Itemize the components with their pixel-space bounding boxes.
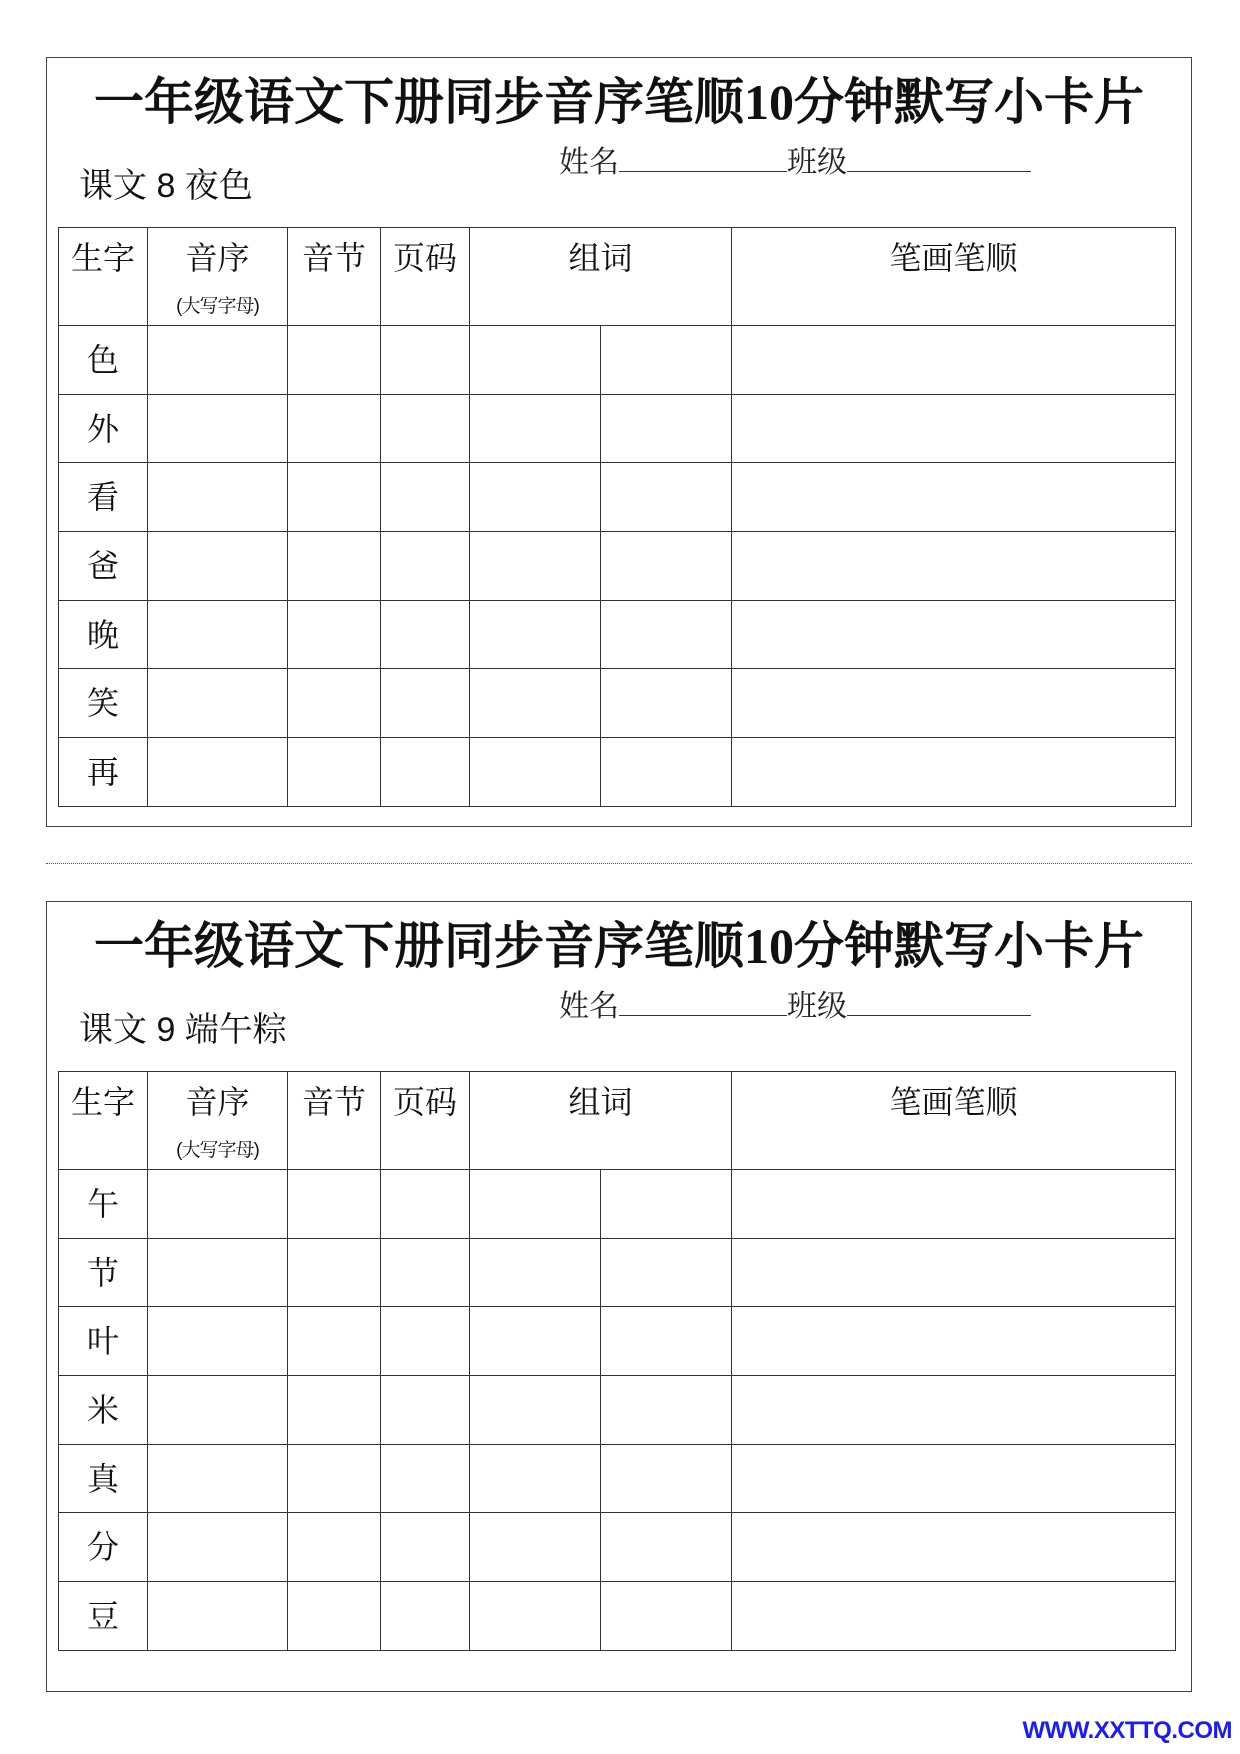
page-number-cell [381,1376,470,1445]
initial-cell [148,326,288,395]
initial-cell [148,600,288,669]
initial-cell [148,1444,288,1513]
word-cell-2 [601,326,732,395]
initial-cell [148,738,288,807]
word-cell-2 [601,394,732,463]
table-row [59,738,1176,807]
page-number-cell [381,1238,470,1307]
word-cell-1 [470,1238,601,1307]
stroke-order-cell [732,600,1176,669]
page-number-cell [381,394,470,463]
header-initial-note: (大写字母) [176,1140,259,1161]
initial-cell [148,1238,288,1307]
name-class-field [559,988,1031,1026]
header-syllable: 音节 [288,228,381,326]
word-cell-1 [470,1513,601,1582]
syllable-cell [288,1376,381,1445]
word-cell-1 [470,326,601,395]
header-initial [148,228,288,326]
character-cell: 叶 [59,1307,148,1376]
name-label: 姓名 [559,990,619,1023]
dictation-table [58,1071,1176,1651]
class-blank [847,145,1031,172]
page-number-cell [381,1582,470,1651]
header-strokes: 笔画笔顺 [732,1072,1176,1170]
stroke-order-cell [732,1582,1176,1651]
word-cell-2 [601,1307,732,1376]
header-initial-label: 音序 [185,1084,250,1120]
syllable-cell [288,600,381,669]
header-initial-label: 音序 [185,240,250,276]
page-number-cell [381,600,470,669]
syllable-cell [288,326,381,395]
word-cell-2 [601,532,732,601]
word-cell-2 [601,1513,732,1582]
initial-cell [148,1170,288,1239]
header-words: 组词 [470,228,732,326]
table-row [59,463,1176,532]
syllable-cell [288,532,381,601]
word-cell-1 [470,1582,601,1651]
character-cell: 看 [59,463,148,532]
stroke-order-cell [732,1307,1176,1376]
character-cell: 晚 [59,600,148,669]
header-page: 页码 [381,1072,470,1170]
word-cell-2 [601,600,732,669]
stroke-order-cell [732,738,1176,807]
table-header-row [59,228,1176,326]
header-initial [148,1072,288,1170]
initial-cell [148,532,288,601]
stroke-order-cell [732,1376,1176,1445]
syllable-cell [288,669,381,738]
character-cell: 爸 [59,532,148,601]
word-cell-1 [470,1307,601,1376]
table-row [59,326,1176,395]
page-number-cell [381,463,470,532]
word-cell-1 [470,738,601,807]
name-blank [619,145,787,172]
card-title: 一年级语文下册同步音序笔顺10分钟默写小卡片 [94,74,1144,130]
syllable-cell [288,463,381,532]
site-watermark: WWW.XXTTQ.COM [1022,1717,1232,1744]
character-cell: 午 [59,1170,148,1239]
page-number-cell [381,738,470,807]
class-blank [847,989,1031,1016]
class-label: 班级 [787,990,847,1023]
word-cell-2 [601,669,732,738]
stroke-order-cell [732,1513,1176,1582]
word-cell-2 [601,1444,732,1513]
name-class-field [559,144,1031,182]
dictation-table [58,227,1176,807]
word-cell-2 [601,738,732,807]
page-number-cell [381,1170,470,1239]
table-row [59,1238,1176,1307]
syllable-cell [288,1444,381,1513]
character-cell: 米 [59,1376,148,1445]
page-number-cell [381,1444,470,1513]
stroke-order-cell [732,532,1176,601]
table-row [59,600,1176,669]
lesson-label: 课文 9 端午粽 [79,1011,287,1049]
stroke-order-cell [732,394,1176,463]
dictation-card-2 [46,901,1192,1692]
stroke-order-cell [732,326,1176,395]
initial-cell [148,463,288,532]
syllable-cell [288,1307,381,1376]
table-row [59,1444,1176,1513]
table-row [59,1170,1176,1239]
table-header-row [59,1072,1176,1170]
initial-cell [148,394,288,463]
character-cell: 真 [59,1444,148,1513]
page-number-cell [381,532,470,601]
word-cell-2 [601,1376,732,1445]
header-page: 页码 [381,228,470,326]
page-number-cell [381,326,470,395]
initial-cell [148,1376,288,1445]
header-syllable: 音节 [288,1072,381,1170]
header-initial-note: (大写字母) [176,296,259,317]
header-words: 组词 [470,1072,732,1170]
word-cell-1 [470,532,601,601]
syllable-cell [288,738,381,807]
character-cell: 笑 [59,669,148,738]
table-row [59,394,1176,463]
cut-line-divider [46,863,1192,864]
initial-cell [148,1307,288,1376]
syllable-cell [288,394,381,463]
syllable-cell [288,1238,381,1307]
word-cell-1 [470,394,601,463]
word-cell-2 [601,463,732,532]
word-cell-1 [470,600,601,669]
syllable-cell [288,1513,381,1582]
word-cell-1 [470,669,601,738]
word-cell-1 [470,1170,601,1239]
table-row [59,1376,1176,1445]
syllable-cell [288,1170,381,1239]
table-row [59,1582,1176,1651]
header-strokes: 笔画笔顺 [732,228,1176,326]
word-cell-1 [470,1376,601,1445]
word-cell-2 [601,1582,732,1651]
card-title: 一年级语文下册同步音序笔顺10分钟默写小卡片 [94,918,1144,974]
name-blank [619,989,787,1016]
word-cell-2 [601,1170,732,1239]
dictation-card-1 [46,57,1192,827]
syllable-cell [288,1582,381,1651]
character-cell: 再 [59,738,148,807]
initial-cell [148,1513,288,1582]
table-row [59,669,1176,738]
initial-cell [148,669,288,738]
character-cell: 色 [59,326,148,395]
character-cell: 分 [59,1513,148,1582]
word-cell-2 [601,1238,732,1307]
class-label: 班级 [787,146,847,179]
name-label: 姓名 [559,146,619,179]
table-body [59,1170,1176,1651]
word-cell-1 [470,1444,601,1513]
header-character: 生字 [59,1072,148,1170]
page-number-cell [381,1513,470,1582]
character-cell: 外 [59,394,148,463]
stroke-order-cell [732,1444,1176,1513]
initial-cell [148,1582,288,1651]
header-character: 生字 [59,228,148,326]
table-body [59,326,1176,807]
table-row [59,1513,1176,1582]
stroke-order-cell [732,1170,1176,1239]
word-cell-1 [470,463,601,532]
lesson-label: 课文 8 夜色 [79,167,253,205]
stroke-order-cell [732,669,1176,738]
stroke-order-cell [732,463,1176,532]
character-cell: 节 [59,1238,148,1307]
page-number-cell [381,669,470,738]
page-number-cell [381,1307,470,1376]
table-row [59,532,1176,601]
stroke-order-cell [732,1238,1176,1307]
table-row [59,1307,1176,1376]
character-cell: 豆 [59,1582,148,1651]
